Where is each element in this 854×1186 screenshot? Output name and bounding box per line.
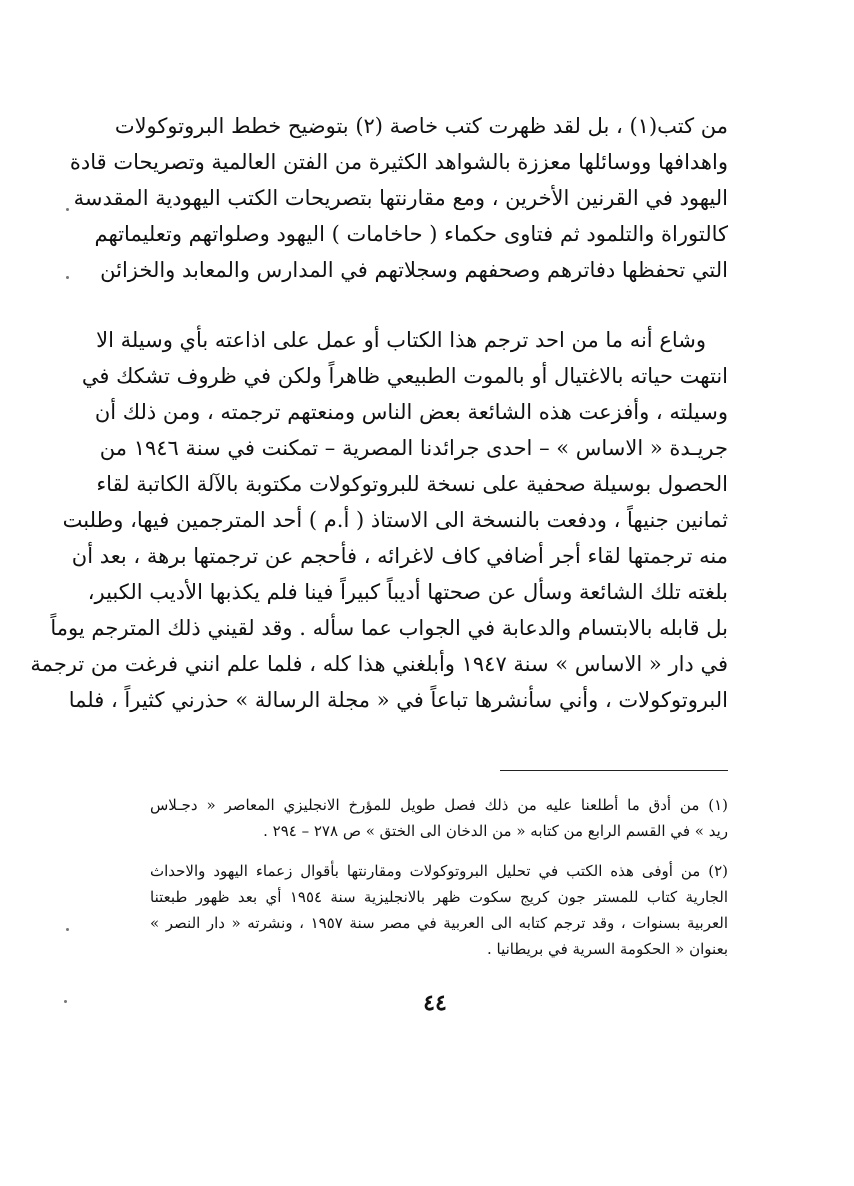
paragraph1-line-3: اليهود في القرنين الأخرين ، ومع مقارنتها بتصريحات الكتب اليهودية المقدسة (73, 186, 728, 210)
paragraph2-line-10: في دار « الاساس » سنة ١٩٤٧ وأبلغني هذا كله ، فلما علم انني فرغت من ترجمة (30, 652, 728, 676)
footnote2-line-4: بعنوان « الحكومة السرية في بريطانيا . (486, 940, 728, 958)
scan-speck (64, 1000, 67, 1003)
paragraph1-line-5: التي تحفظها دفاترهم وصحفهم وسجلاتهم في المدارس والمعابد والخزائن (100, 258, 728, 282)
scan-speck (66, 276, 69, 279)
paragraph1-line-2: واهدافها ووسائلها معززة بالشواهد الكثيرة من الفتن العالمية وتصريحات قادة (69, 150, 728, 174)
paragraph2-line-5: الحصول بوسيلة صحفية على نسخة للبروتوكولات مكتوبة بالآلة الكاتبة لقاء (96, 472, 728, 496)
paragraph1-line-1: من كتب(١) ، بل لقد ظهرت كتب خاصة (٢) بتوضيح خطط البروتوكولات (114, 114, 728, 138)
paragraph2-line-2: انتهت حياته بالاغتيال أو بالموت الطبيعي ظاهراً ولكن في ظروف تشكك في (81, 364, 728, 388)
footnote1-line-2: ريد » في القسم الرابع من كتابه « من الدخان الى الختق » ص ٢٧٨ – ٢٩٤ . (263, 822, 728, 840)
paragraph2-line-3: وسيلته ، وأفزعت هذه الشائعة بعض الناس ومنعتهم ترجمته ، ومن ذلك أن (94, 400, 728, 424)
footnote1-line-1: (١) من أدق ما أطلعنا عليه من ذلك فصل طويل للمؤرخ الانجليزي المعاصر « دجـلاس (150, 796, 728, 814)
paragraph2-line-6: ثمانين جنيهاً ، ودفعت بالنسخة الى الاستاذ ( أ.م ) أحد المترجمين فيها، وطلبت (62, 508, 728, 532)
paragraph2-line-8: بلغته تلك الشائعة وسأل عن صحتها أديباً كبيراً فينا فلم يكذبها الأديب الكبير، (87, 580, 728, 604)
footnote2-line-3: العربية بسنوات ، وقد ترجم كتابه الى العربية في مصر سنة ١٩٥٧ ، ونشرته « دار النصر » (150, 914, 728, 932)
paragraph2-line-7: منه ترجمتها لقاء أجر أضافي كاف لاغرائه ، فأحجم عن ترجمتها برهة ، بعد أن (71, 544, 728, 568)
scan-speck (66, 208, 69, 211)
paragraph2-line-9: بل قابله بالابتسام والدعابة في الجواب عما سأله . وقد لقيني ذلك المترجم يوماً (50, 616, 728, 640)
scan-speck (66, 928, 69, 931)
page-number: ٤٤ (423, 990, 447, 1016)
paragraph2-line-1: وشاع أنه ما من احد ترجم هذا الكتاب أو عمل على اذاعته بأي وسيلة الا (96, 328, 706, 352)
paragraph1-line-4: كالتوراة والتلمود ثم فتاوى حكماء ( حاخامات ) اليهود وصلواتهم وتعليماتهم (94, 222, 728, 246)
footnote2-line-2: الجارية كتاب للمستر جون كريج سكوت ظهر بالانجليزية سنة ١٩٥٤ أي بعد ظهور طبعتنا (150, 888, 728, 906)
paragraph2-line-11: البروتوكولات ، وأني سأنشرها تباعاً في « مجلة الرسالة » حذرني كثيراً ، فلما (68, 688, 728, 712)
footnote2-line-1: (٢) من أوفى هذه الكتب في تحليل البروتوكولات ومقارنتها بأقوال زعماء اليهود والاحداث (150, 862, 728, 880)
paragraph2-line-4: جريـدة « الاساس » – احدى جرائدنا المصرية – تمكنت في سنة ١٩٤٦ من (99, 436, 728, 460)
footnote-divider (500, 770, 728, 771)
